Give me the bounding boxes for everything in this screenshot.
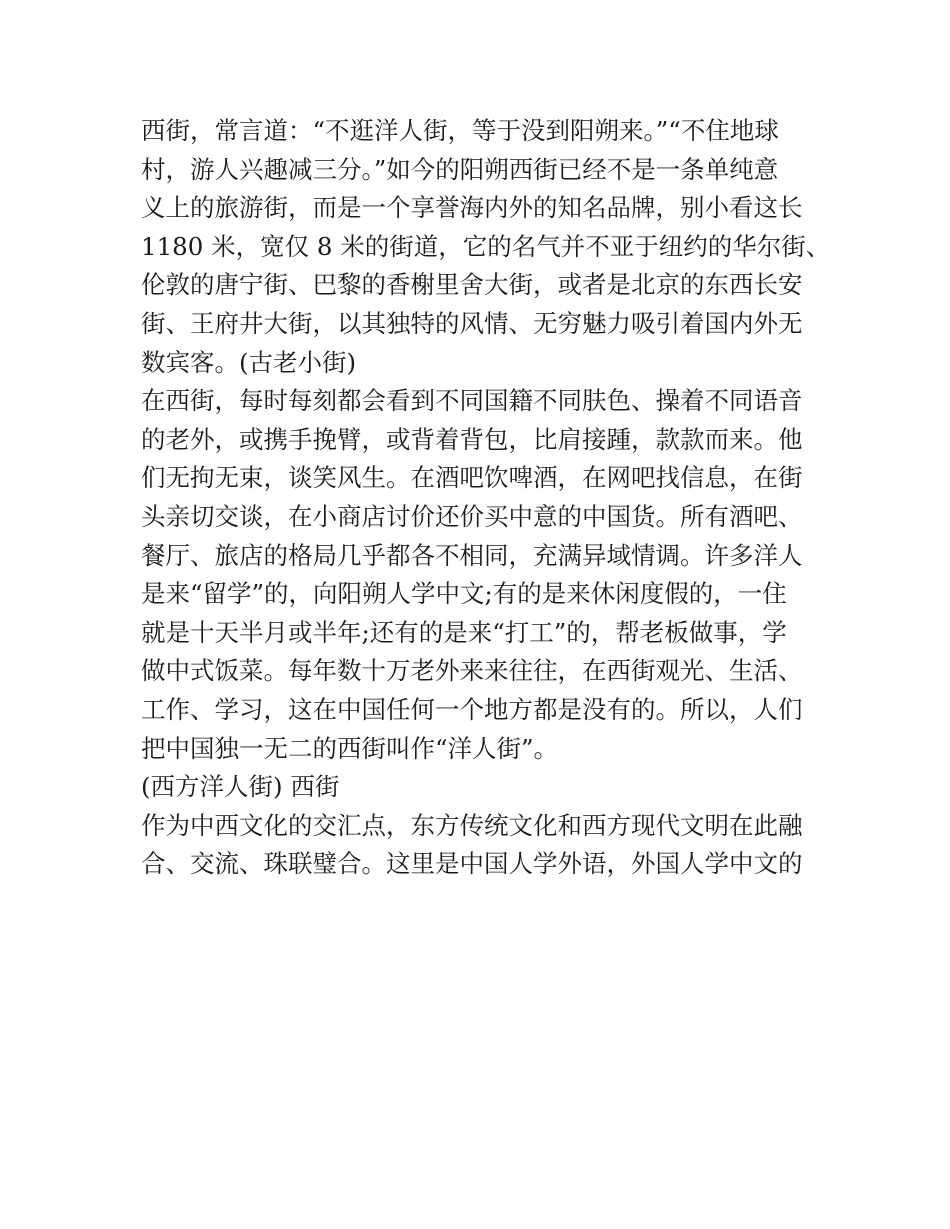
text-line: 数宾客。(古老小街) — [141, 347, 357, 377]
text-line: 作为中西文化的交汇点，东方传统文化和西方现代文明在此融 — [141, 810, 803, 840]
text-line: (西方洋人街) 西街 — [141, 772, 340, 802]
text-line: 们无拘无束，谈笑风生。在酒吧饮啤酒，在网吧找信息，在街 — [141, 463, 803, 493]
text-line: 在西街，每时每刻都会看到不同国籍不同肤色、操着不同语音 — [141, 386, 803, 416]
text-line: 餐厅、旅店的格局几乎都各不相同，充满异域情调。许多洋人 — [141, 540, 803, 570]
text-line: 就是十天半月或半年;还有的是来“打工”的，帮老板做事，学 — [141, 617, 787, 647]
text-line: 把中国独一无二的西街叫作“洋人街”。 — [141, 733, 559, 763]
text-line: 的老外，或携手挽臂，或背着背包，比肩接踵，款款而来。他 — [141, 424, 803, 454]
text-line: 街、王府井大街，以其独特的风情、无穷魅力吸引着国内外无 — [141, 308, 803, 338]
text-line: 工作、学习，这在中国任何一个地方都是没有的。所以，人们 — [141, 694, 803, 724]
text-line: 是来“留学”的，向阳朔人学中文;有的是来休闲度假的，一住 — [141, 579, 787, 609]
text-line: 1180 米，宽仅 8 米的街道，它的名气并不亚于纽约的华尔街、 — [141, 231, 831, 261]
text-line: 头亲切交谈，在小商店讨价还价买中意的中国货。所有酒吧、 — [141, 501, 803, 531]
text-line: 西街，常言道：“不逛洋人街，等于没到阳朔来。”“不住地球 — [141, 116, 779, 145]
text-line: 伦敦的唐宁街、巴黎的香榭里舍大街，或者是北京的东西长安 — [141, 270, 803, 300]
text-line: 村，游人兴趣减三分。”如今的阳朔西街已经不是一条单纯意 — [141, 154, 779, 184]
document-body — [141, 112, 831, 884]
text-line: 义上的旅游街，而是一个享誉海内外的知名品牌，别小看这长 — [141, 193, 803, 223]
text-line: 合、交流、珠联璧合。这里是中国人学外语，外国人学中文的 — [141, 849, 803, 879]
text-line: 做中式饭菜。每年数十万老外来来往往，在西街观光、生活、 — [141, 656, 803, 686]
